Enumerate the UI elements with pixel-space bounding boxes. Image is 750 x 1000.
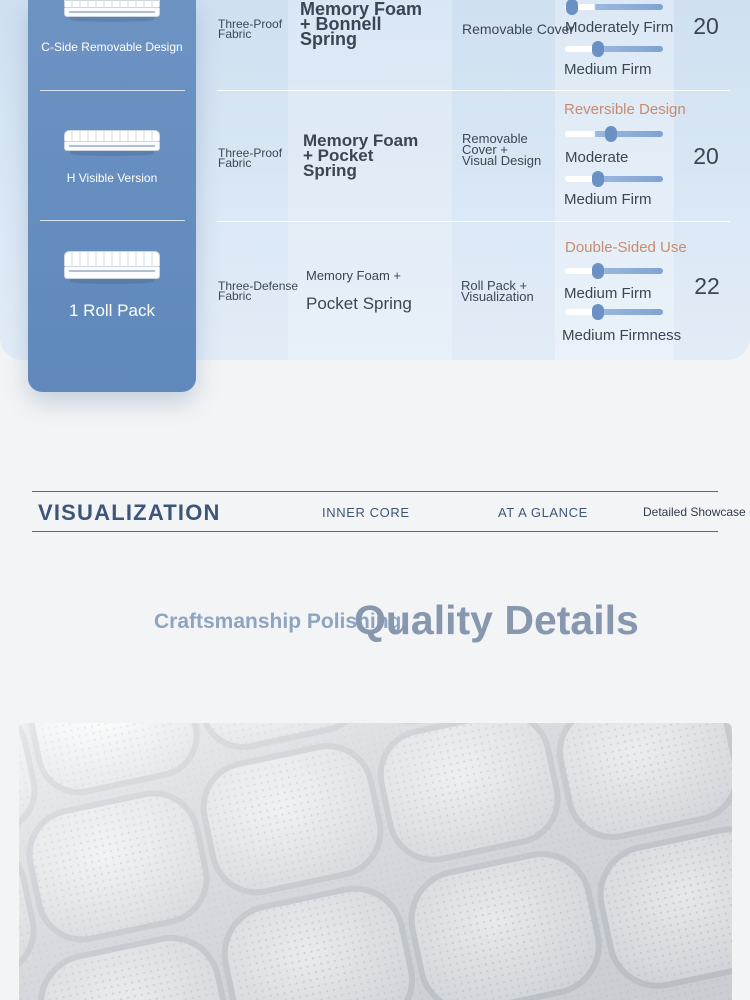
row3-slider-1[interactable] [565,263,663,279]
row2-slider-2[interactable] [565,171,663,187]
side-divider [40,220,185,221]
mattress-icon [64,130,160,156]
row2-value: 20 [693,143,719,169]
nav-link-at-a-glance[interactable]: AT A GLANCE [498,505,588,520]
side-item-roll-pack: 1 Roll Pack [69,301,155,320]
row1-cover: Removable Cover [462,21,575,37]
row1-value: 20 [693,13,719,39]
side-item-h-visible: H Visible Version [66,171,158,185]
heading-subtitle: Craftsmanship Polishing [154,610,402,633]
side-divider [40,90,185,91]
mattress-icon [64,251,160,284]
slider-thumb[interactable] [566,0,578,15]
nav-title: VISUALIZATION [38,500,221,525]
row1-fabric: Three-Proof Fabric [218,17,283,41]
nav-detail-showcase: Detailed Showcase [643,505,746,519]
row2-firmness-secondary: Medium Firm [564,191,652,208]
slider-thumb[interactable] [605,126,617,142]
row2-fabric: Three-Proof Fabric [218,146,283,170]
row2-firmness-primary: Moderate [565,149,629,166]
product-side-panel [28,0,196,392]
section-nav-bar [32,491,746,532]
row1-slider-1[interactable] [565,0,663,15]
row3-fabric: Three-Defense Fabric [218,279,299,303]
row3-cover: Roll Pack + Visualization [461,278,534,304]
nav-link-inner-core[interactable]: INNER CORE [322,505,410,520]
row3-core-line1: Memory Foam + [306,268,401,283]
row2-cover: Removable Cover + Visual Design [462,131,542,168]
slider-thumb[interactable] [592,263,604,279]
slider-thumb[interactable] [592,41,604,57]
row2-core: Memory Foam + Pocket Spring [303,131,419,180]
slider-thumb[interactable] [592,304,604,320]
row2-tag: Reversible Design [564,101,686,118]
mattress-icon [64,0,160,22]
quilted-fabric-pattern [19,723,732,1000]
row3-slider-2[interactable] [565,304,663,320]
row1-firmness-primary: Moderately Firm [565,19,674,36]
heading-title: Quality Details [354,597,639,643]
row1-firmness-secondary: Medium Firm [564,61,652,78]
quilted-fabric-image [19,723,732,1000]
row1-core: Memory Foam + Bonnell Spring [300,0,423,49]
row1-slider-2[interactable] [565,41,663,57]
row2-slider-1[interactable] [565,126,663,142]
slider-thumb[interactable] [592,171,604,187]
row3-firmness-primary: Medium Firm [564,285,652,302]
row3-core-line2: Pocket Spring [306,294,412,313]
side-item-c-side: C-Side Removable Design [41,40,183,54]
row-divider [217,221,730,222]
row3-value: 22 [694,273,720,299]
row3-firmness-secondary: Medium Firmness [562,327,682,344]
row-divider [217,90,730,91]
row3-tag: Double-Sided Use [565,239,687,256]
